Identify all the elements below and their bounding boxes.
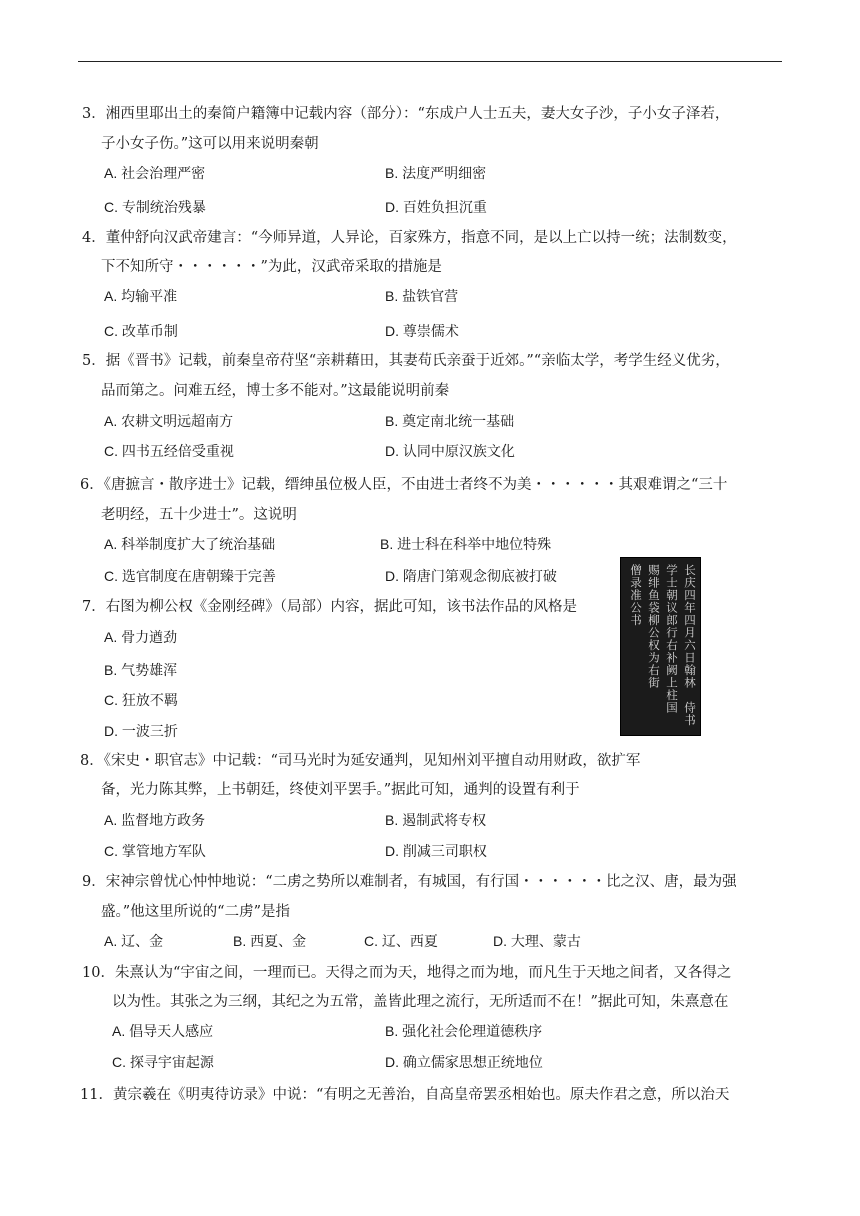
q6-stem-line2: 老明经，五十少进士”。这说明: [101, 507, 297, 523]
q5-option-a: A. 农耕文明远超南方: [104, 413, 234, 429]
q9-option-d: D. 大理、蒙古: [493, 933, 581, 949]
q6-option-a: A. 科举制度扩大了统治基础: [104, 536, 276, 552]
q7-stem-line1: 7．右图为柳公权《金刚经碑》（局部）内容，据此可知，该书法作品的风格是: [82, 599, 577, 615]
q8-stem-line1: 8．《宋史・职官志》中记载：“司马光时为延安通判，见知州刘平擅自动用财政，欲扩军: [80, 753, 641, 769]
q3-option-c: C. 专制统治残暴: [104, 199, 206, 215]
q9-option-a: A. 辽、金: [104, 933, 164, 949]
q5-stem-line1: 5．据《晋书》记载，前秦皇帝苻坚“亲耕藉田，其妻苟氏亲蚕于近郊。”“亲临太学，考学生经义优劣，: [82, 353, 730, 369]
q4-option-a: A. 均输平准: [104, 288, 178, 304]
q5-option-d: D. 认同中原汉族文化: [385, 443, 515, 459]
q9-stem-line1: 9．宋神宗曾忧心忡忡地说：“二虏之势所以难制者，有城国，有行国・・・・・・比之汉、唐，最为强: [82, 874, 737, 890]
q8-option-c: C. 掌管地方军队: [104, 843, 206, 859]
q8-option-a: A. 监督地方政务: [104, 812, 206, 828]
q10-option-a: A. 倡导天人感应: [112, 1023, 214, 1039]
q4-option-c: C. 改革币制: [104, 323, 178, 339]
q9-option-c: C. 辽、西夏: [364, 933, 438, 949]
q4-stem-line1: 4．董仲舒向汉武帝建言：“今师异道，人异论，百家殊方，指意不同，是以上亡以持一统；法制数变，: [82, 230, 737, 246]
q8-option-b: B. 遏制武将专权: [385, 812, 487, 828]
calligraphy-column-3: 赐绯鱼袋柳公权为右街: [647, 564, 661, 689]
q8-stem-line2: 备，光力陈其弊，上书朝廷，终使刘平罢手。”据此可知，通判的设置有利于: [101, 782, 580, 798]
q10-stem-line1: 10．朱熹认为“宇宙之间，一理而已。天得之而为天，地得之而为地，而凡生于天地之间者，又各得之: [82, 965, 732, 981]
q7-option-c: C. 狂放不羁: [104, 692, 178, 708]
q3-stem-line1: 3．湘西里耶出土的秦简户籍簿中记载内容（部分）：“东成户人士五夫，妻大女子沙，子小女子泽若，: [82, 106, 730, 122]
q8-option-d: D. 削减三司职权: [385, 843, 487, 859]
q10-stem-line2: 以为性。其张之为三纲，其纪之为五常，盖皆此理之流行，无所适而不在！”据此可知，朱熹意在: [112, 994, 729, 1010]
q9-stem-line2: 盛。”他这里所说的“二虏”是指: [101, 904, 290, 920]
q9-option-b: B. 西夏、金: [233, 933, 307, 949]
calligraphy-column-2: 学士朝议郎行右补阙上柱国: [665, 564, 679, 714]
q7-option-a: A. 骨力遒劲: [104, 629, 178, 645]
q3-option-d: D. 百姓负担沉重: [385, 199, 487, 215]
header-rule: [78, 61, 782, 62]
q10-option-c: C. 探寻宇宙起源: [112, 1054, 214, 1070]
q7-option-d: D. 一波三折: [104, 723, 178, 739]
q3-option-a: A. 社会治理严密: [104, 165, 206, 181]
calligraphy-column-4: 僧录准公书: [629, 564, 643, 627]
q5-option-c: C. 四书五经倍受重视: [104, 443, 234, 459]
q5-stem-line2: 品而第之。问难五经，博士多不能对。”这最能说明前秦: [101, 383, 450, 399]
q5-option-b: B. 奠定南北统一基础: [385, 413, 515, 429]
q4-stem-line2: 下不知所守・・・・・・”为此，汉武帝采取的措施是: [101, 259, 442, 275]
q6-option-d: D. 隋唐门第观念彻底被打破: [385, 568, 557, 584]
q3-stem-line2: 子小女子伤。”这可以用来说明秦朝: [101, 136, 319, 152]
q6-option-c: C. 选官制度在唐朝臻于完善: [104, 568, 276, 584]
q4-option-b: B. 盐铁官营: [385, 288, 459, 304]
q4-option-d: D. 尊崇儒术: [385, 323, 459, 339]
q7-option-b: B. 气势雄浑: [104, 662, 178, 678]
calligraphy-rubbing-image: [620, 557, 701, 736]
q6-option-b: B. 进士科在科举中地位特殊: [380, 536, 552, 552]
q10-option-d: D. 确立儒家思想正统地位: [385, 1054, 543, 1070]
q6-stem-line1: 6．《唐摭言・散序进士》记载，缙绅虽位极人臣，不由进士者终不为美・・・・・・其艰难谓之“三十: [80, 477, 728, 493]
q11-stem-line1: 11．黄宗羲在《明夷待访录》中说：“有明之无善治，自高皇帝罢丞相始也。原夫作君之意，所以治天: [80, 1087, 730, 1103]
q3-option-b: B. 法度严明细密: [385, 165, 487, 181]
calligraphy-column-1: 长庆四年四月六日翰林 侍书: [683, 564, 697, 727]
q10-option-b: B. 强化社会伦理道德秩序: [385, 1023, 543, 1039]
